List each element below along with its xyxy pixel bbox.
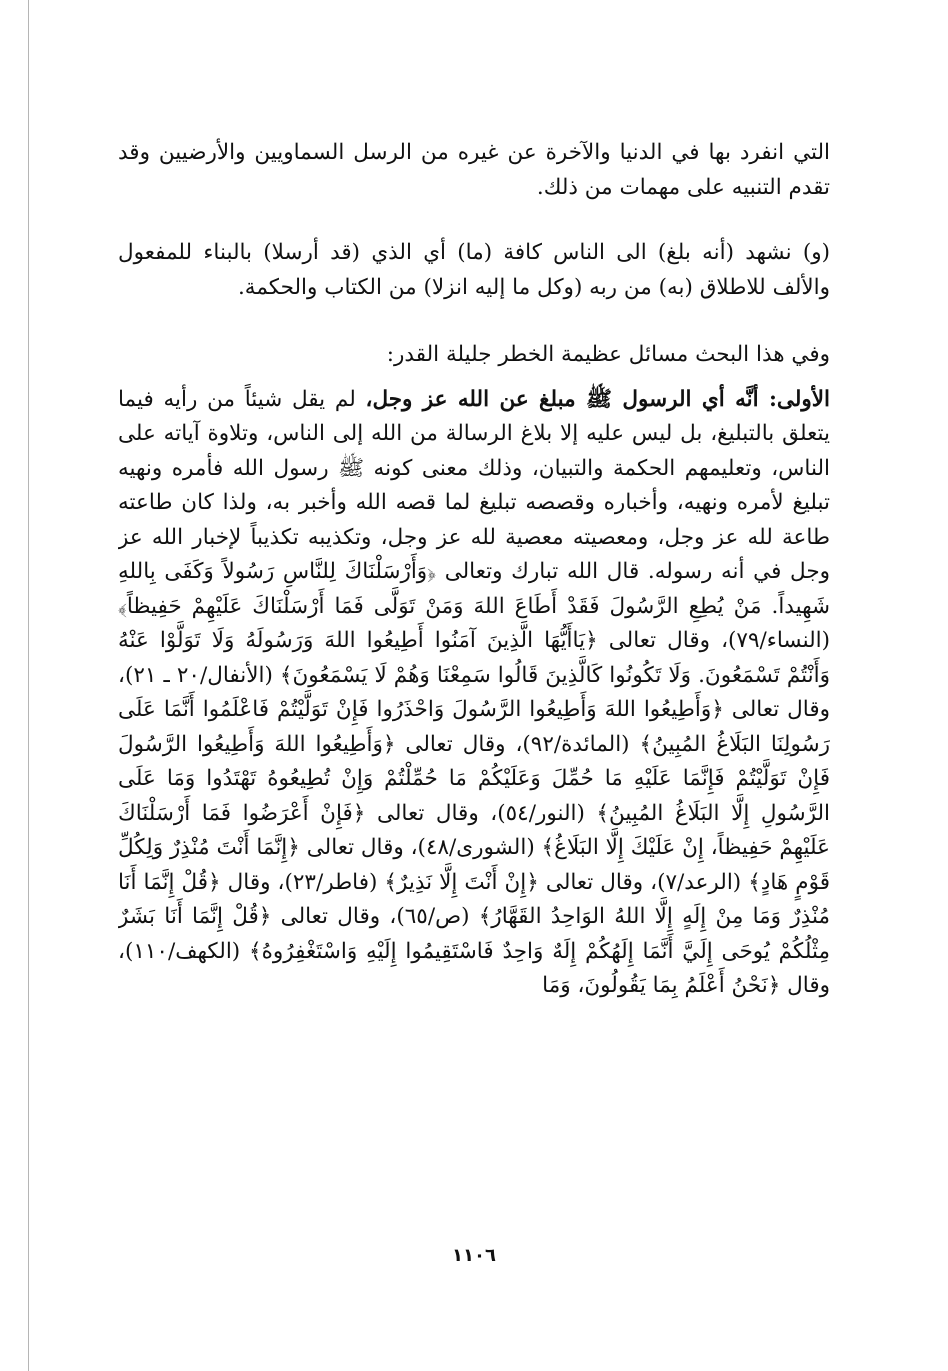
page-number: ١١٠٦ (452, 1245, 496, 1266)
paragraph-intro: التي انفرد بها في الدنيا والآخرة عن غيره من الرسل السماويين والأرضيين وقد تقدم التنبيه على مهمات من ذلك. (118, 140, 830, 200)
left-margin-rule (28, 0, 29, 1371)
page-body (118, 136, 830, 1266)
paragraph-verse-commentary: (و) نشهد (أنه بلغ) الى الناس كافة (ما) أي الذي (قد أرسلا) بالبناء للمفعول والألف للاطلاق (به) من ربه (وكل ما إليه انزلا) من الكتاب والحكمة. (118, 240, 830, 300)
first-issue-lead: الأولى: أنَّه أي الرسول ﷺ مبلغ عن الله عز وجل، (365, 386, 830, 412)
paragraph-section-heading: وفي هذا البحث مسائل عظيمة الخطر جليلة القدر: (386, 342, 830, 367)
first-issue-body: لم يقل شيئاً من رأيه فيما يتعلق بالتبليغ، بل ليس عليه إلا بلاغ الرسالة من الله إلى الناس، وتلاوة آياته على الناس، وتعليمهم الحكمة والتبيان، وذلك معنى كونه ﷺ رسول الله فأمره ونهيه تبليغ لأمره ونهيه، وأخباره وقصصه تبليغ لما قصه الله وأخبر به، ولذا كان طاعته طاعة لله عز وجل، ومعصيته معصية لله عز وجل، وتكذيبه تكذيباً لإخبار الله عز وجل في أنه رسوله. قال الله تبارك وتعالى ﴿وَأَرْسَلْنَاكَ لِلنَّاسِ رَسُولاً وَكَفَى بِاللهِ شَهِيداً. مَنْ يُطِعِ الرَّسُولَ فَقَدْ أَطَاعَ اللهَ وَمَنْ تَوَلَّى فَمَا أَرْسَلْنَاكَ عَلَيْهِمْ حَفِيظاً﴾ (النساء/٧٩)، وقال تعالى ﴿يَاأَيُّهَا الَّذِينَ آمَنُوا أَطِيعُوا اللهَ وَرَسُولَهُ وَلَا تَوَلَّوْا عَنْهُ وَأَنْتُمْ تَسْمَعُونَ. وَلَا تَكُونُوا كَالَّذِينَ قَالُوا سَمِعْنَا وَهُمْ لَا يَسْمَعُونَ﴾ (الأنفال/٢٠ ـ ٢١)، وقال تعالى ﴿وَأَطِيعُوا اللهَ وَأَطِيعُوا الرَّسُولَ وَاحْذَرُوا فَإِنْ تَوَلَّيْتُمْ فَاعْلَمُوا أَنَّمَا عَلَى رَسُولِنَا البَلَاغُ المُبِينُ﴾ (المائدة/٩٢)، وقال تعالى ﴿وَأَطِيعُوا اللهَ وَأَطِيعُوا الرَّسُولَ فَإِنْ تَوَلَّيْتُمْ فَإِنَّمَا عَلَيْهِ مَا حُمِّلَ وَعَلَيْكُمْ مَا حُمِّلْتُمْ وَإِنْ تُطِيعُوهُ تَهْتَدُوا وَمَا عَلَى الرَّسُولِ إِلَّا البَلَاغُ المُبِينُ﴾ (النور/٥٤)، وقال تعالى ﴿فَإِنْ أَعْرَضُوا فَمَا أَرْسَلْنَاكَ عَلَيْهِمْ حَفِيظاً، إِنْ عَلَيْكَ إِلَّا البَلَاغُ﴾ (الشورى/٤٨)، وقال تعالى ﴿إِنَّمَا أَنْتَ مُنْذِرٌ وَلِكُلِّ قَوْمٍ هَادٍ﴾ (الرعد/٧)، وقال تعالى ﴿إِنْ أَنْتَ إِلَّا نَذِيرٌ﴾ (فاطر/٢٣)، وقال ﴿قُلْ إِنَّمَا أَنَا مُنْذِرٌ وَمَا مِنْ إِلَهٍ إِلَّا اللهُ الوَاحِدُ القَهَّارُ﴾ (ص/٦٥)، وقال تعالى ﴿قُلْ إِنَّمَا أَنَا بَشَرٌ مِثْلُكُمْ يُوحَى إِلَيَّ أَنَّمَا إِلَهُكُمْ إِلَهٌ وَاحِدٌ فَاسْتَقِيمُوا إِلَيْهِ وَاسْتَغْفِرُوهُ﴾ (الكهف/١١٠)، وقال ﴿نَحْنُ أَعْلَمُ بِمَا يَقُولُونَ، وَمَا (118, 386, 830, 998)
paragraph-first-issue (118, 383, 830, 1004)
